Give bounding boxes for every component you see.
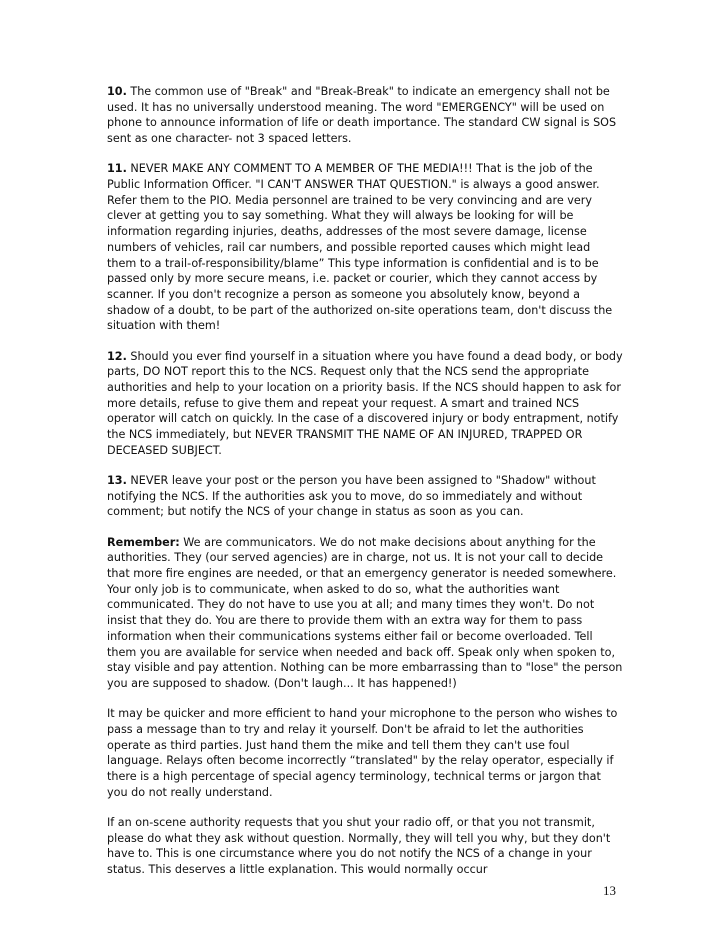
paragraph-text: Should you ever find yourself in a situation where you have found a dead body, or body parts, DO NOT report this to the NCS. Request only that the NCS send the appropriate authorities and help to your location on a priority basis. If the NCS should happen to ask for more details, refuse to give them and repeat your request. A smart and trained NCS operator will catch on quickly. In the case of a discovered injury or body entrapment, notify the NCS immediately, but NEVER TRANSMIT THE NAME OF AN INJURED, TRAPPED OR DECEASED SUBJECT.	[107, 349, 623, 457]
page-number: 13	[603, 883, 616, 898]
paragraph-remember	[107, 535, 623, 692]
paragraph-rule-13	[107, 473, 623, 520]
paragraph-number: 10.	[107, 85, 127, 98]
paragraph-text: NEVER leave your post or the person you have been assigned to "Shadow" without notifying the NCS. If the authorities ask you to move, do so immediately and without comment; but notify the NCS of your change in status as soon as you can.	[107, 473, 596, 519]
paragraph-number: 11.	[107, 162, 127, 176]
paragraph-rule-11	[107, 161, 623, 334]
paragraph-text: If an on-scene authority requests that you shut your radio off, or that you not transmit, please do what they ask without question. Normally, they will tell you why, but they don't have to. This is one circumstance where you do not notify the NCS of a change in your status. This deserves a little explanation. This would normally occur	[107, 815, 611, 876]
paragraph-text: The common use of "Break" and "Break-Break" to indicate an emergency shall not be used. It has no universally understood meaning. The word "EMERGENCY" will be used on phone to announce information of life or death importance. The standard CW signal is SOS sent as one character- not 3 spaced letters.	[107, 85, 617, 146]
paragraph-heading: Remember:	[107, 535, 180, 549]
paragraph-rule-10	[107, 84, 623, 147]
paragraph-number: 12.	[107, 349, 127, 363]
paragraph-shut-radio	[107, 815, 623, 878]
paragraph-number: 13.	[107, 473, 127, 487]
paragraph-text: NEVER MAKE ANY COMMENT TO A MEMBER OF THE MEDIA!!! That is the job of the Public Information Officer. "I CAN'T ANSWER THAT QUESTION." is always a good answer. Refer them to the PIO. Media personnel are trained to be very convincing and are very clever at getting you to say something. What they will always be looking for will be information regarding injuries, deaths, addresses of the most severe damage, license numbers of vehicles, rail car numbers, and possible reported causes which might lead them to a trail-of-responsibility/blame” This type information is confidential and is to be passed only by more secure means, i.e. packet or courier, which they cannot access by scanner. If you don't recognize a person as someone you absolutely know, beyond a shadow of a doubt, to be part of the authorized on-site operations team, don't discuss the situation with them!	[107, 162, 613, 333]
paragraph-rule-12	[107, 349, 623, 459]
paragraph-text: We are communicators. We do not make decisions about anything for the authorities. They (our served agencies) are in charge, not us. It is not your call to decide that more fire engines are needed, or that an emergency generator is needed somewhere. Your only job is to communicate, when asked to do so, what the authorities want communicated. They do not have to use you at all; and many times they won't. Do not insist that they do. You are there to provide them with an extra way for them to pass information when their communications systems either fail or become overloaded. Tell them you are available for service when needed and back off. Speak only when spoken to, stay visible and pay attention. Nothing can be more embarrassing than to "lose" the person you are supposed to shadow. (Don't laugh... It has happened!)	[107, 535, 623, 690]
document-body	[107, 84, 623, 892]
paragraph-text: It may be quicker and more efficient to hand your microphone to the person who wishes to pass a message than to try and relay it yourself. Don't be afraid to let the authorities operate as third parties. Just hand them the mike and tell them they can't use foul language. Relays often become incorrectly “translated" by the relay operator, especially if there is a high percentage of special agency terminology, technical terms or jargon that you do not really understand.	[107, 707, 618, 799]
paragraph-microphone	[107, 706, 623, 800]
